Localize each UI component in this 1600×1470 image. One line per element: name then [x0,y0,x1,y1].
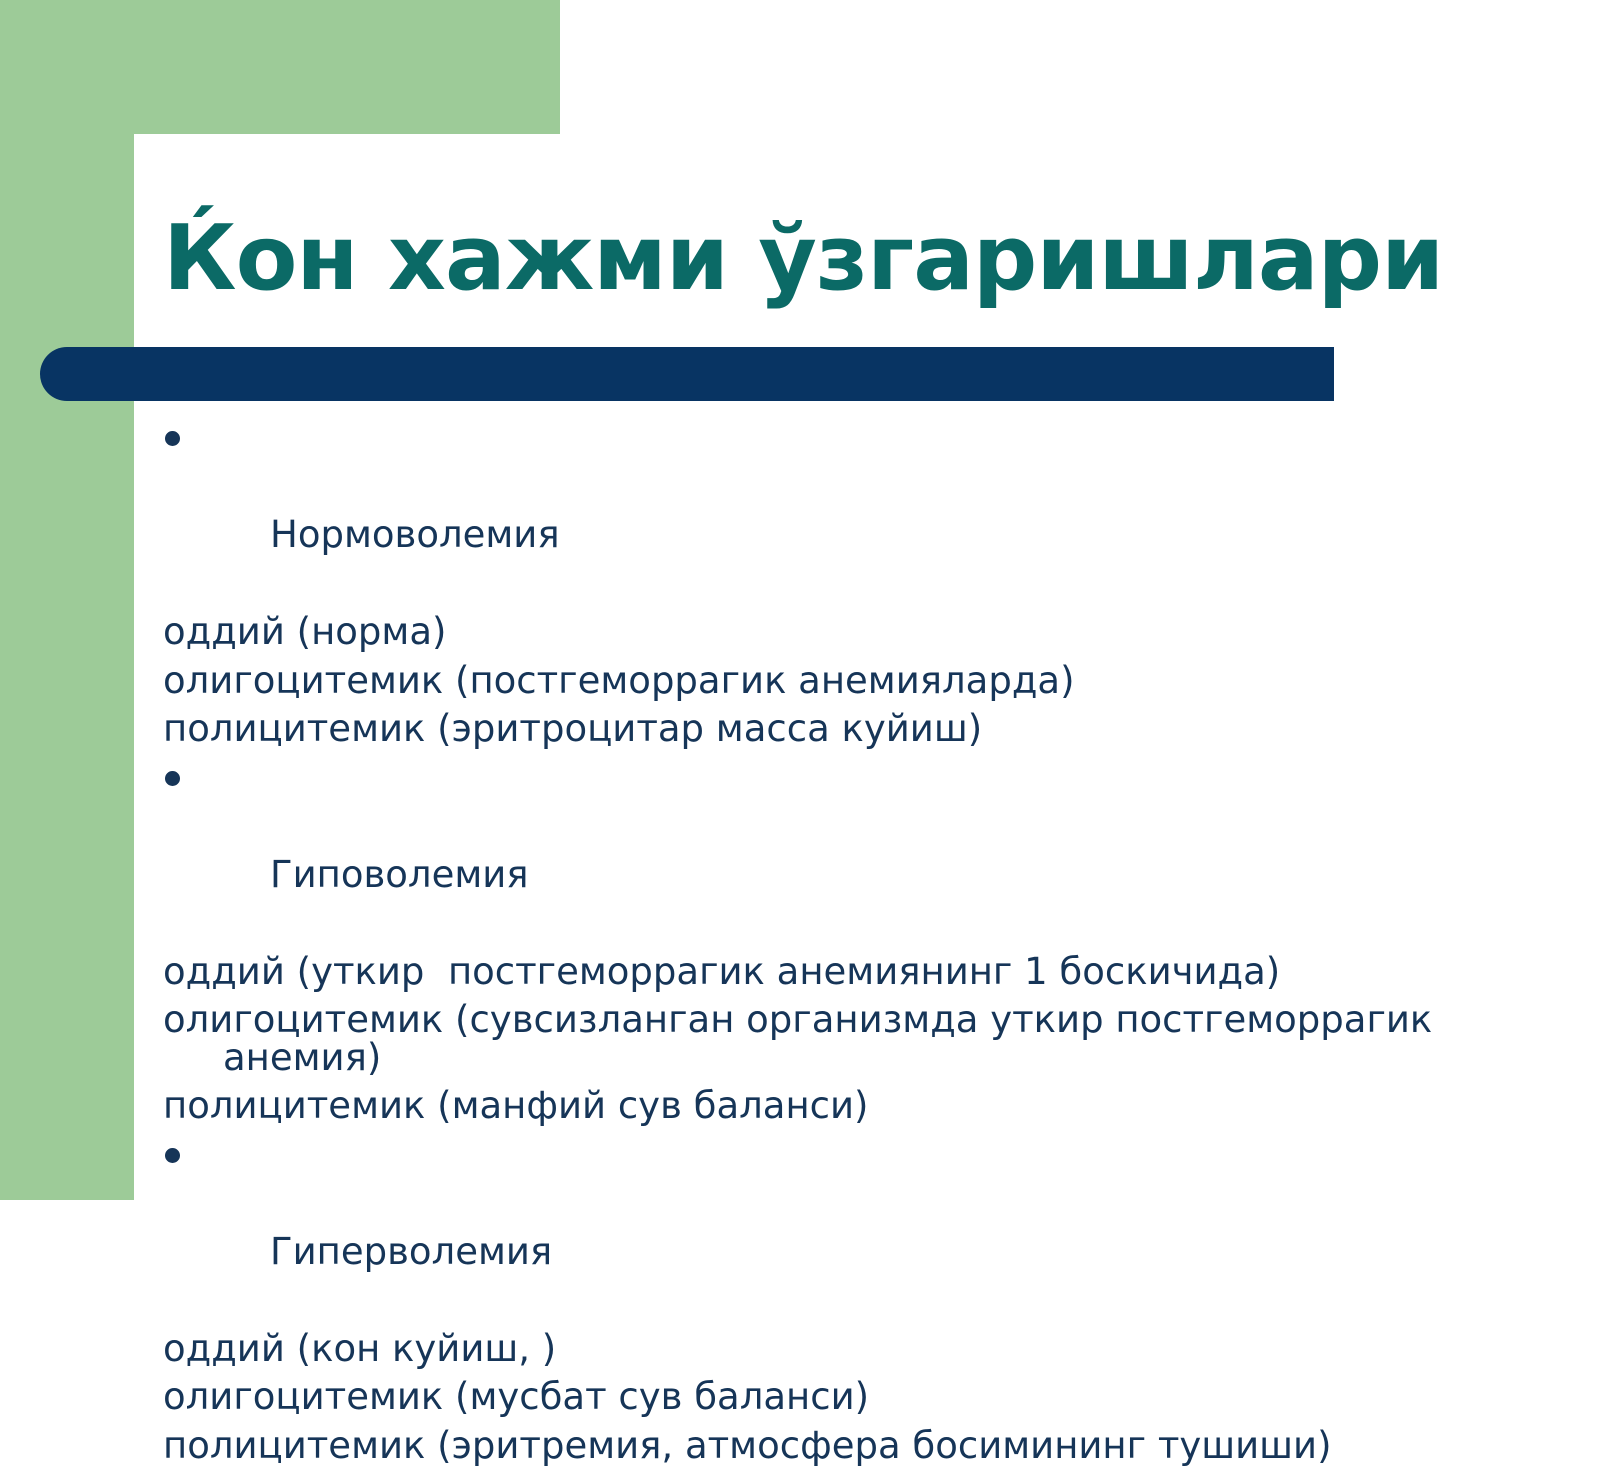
section-heading-text: Нормоволемия [270,513,560,556]
list-item: оддий (кон куйиш, ) [163,1325,1563,1374]
list-item: олигоцитемик (сувсизланган организмда уткир постгеморрагик анемия) [163,996,1563,1082]
green-top-decoration [0,0,560,134]
list-item: полицитемик (эритроцитар масса куйиш) [163,705,1563,754]
list-item: полицитемик (манфий сув баланси) [163,1082,1563,1131]
section-heading-hypovolemia [163,754,1563,948]
list-item: полицитемик (эритремия, атмосфера босимининг тушиши) [163,1422,1563,1470]
list-item: оддий (норма) [163,608,1563,657]
title-underline-bar [40,347,1334,401]
bullet-icon [165,431,180,446]
green-side-decoration [0,0,134,1200]
slide-body [163,414,1563,1470]
list-item: олигоцитемик (постгеморрагик анемияларда) [163,657,1563,706]
bullet-icon [165,771,180,786]
section-heading-text: Гиповолемия [270,853,529,896]
section-heading-text: Гиперволемия [270,1230,552,1273]
section-heading-hypervolemia [163,1131,1563,1325]
section-heading-normovolemia [163,414,1563,608]
list-item: оддий (уткир постгеморрагик анемиянинг 1 боскичида) [163,948,1563,997]
slide-title: Ќон хажми ўзгаришлари [163,200,1443,318]
bullet-icon [165,1148,180,1163]
list-item: олигоцитемик (мусбат сув баланси) [163,1373,1563,1422]
